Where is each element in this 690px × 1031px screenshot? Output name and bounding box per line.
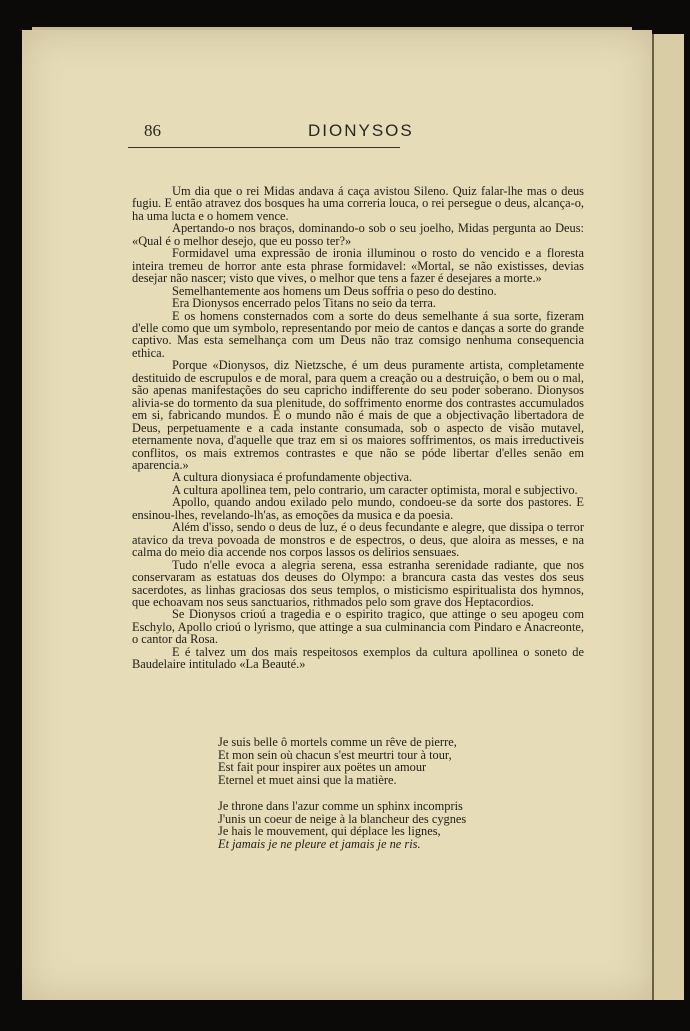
paragraph: Apertando-o nos braços, dominando-o sob o seu joelho, Midas pergunta ao Deus: «Qual é o melhor desejo, que eu posso ter?» [132,221,584,248]
adjacent-page-edge [652,34,684,1000]
paragraph: Era Dionysos encerrado pelos Titans no seio da terra. [172,296,436,311]
poem-line: Je hais le mouvement, qui déplace les lignes, [218,824,441,838]
page-number: 86 [144,121,161,140]
poem-line: Et jamais je ne pleure et jamais je ne ris. [218,836,421,851]
paragraph: Semelhantemente aos homens um Deus soffria o peso do destino. [172,283,497,298]
paragraph: Apollo, quando andou exilado pelo mundo, condoeu-se da sorte dos pastores. E ensinou-lhes, revelando-lh'as, as emoções da musica e da poesia. [132,495,584,522]
poem-line: Eternel et muet ainsi que la matière. [218,772,397,787]
paragraph: A cultura apollinea tem, pelo contrario, um caracter optimista, moral e subjectivo. [172,482,578,497]
paragraph: E é talvez um dos mais respeitosos exemplos da cultura apollinea o soneto de Baudelaire intitulado «La Beauté.» [132,644,584,672]
poem-line: Je throne dans l'azur comme un sphinx incompris [218,799,463,813]
paragraph: Um dia que o rei Midas andava á caça avistou Sileno. Quiz falar-lhe mas o deus fugiu. E então atravez dos bosques ha uma correria louca, o rei persegue o deus, alcança-o, ha uma lucta e o homem vence. [132,184,584,223]
paragraph: E os homens consternados com a sorte do deus semelhante á sua sorte, fizeram d'elle como que um symbolo, representando por meio de cantos e danças a sorte do grande captivo. Mas esta semelhança com um Deus não traz comsigo nenhuma consequencia ethica. [132,308,584,360]
paragraph: A cultura dionysiaca é profundamente objectiva. [172,470,413,485]
poem-line: Je suis belle ô mortels comme un rêve de pierre, [218,735,457,749]
poem-line: J'unis un coeur de neige à la blancheur des cygnes [218,811,467,826]
paragraph: Tudo n'elle evoca a alegria serena, essa estranha serenidade radiante, que nos conservaram as estatuas dos deuses do Olympo: a brancura casta das vestes dos seus sacerdotes, as linhas graciosas dos seus templos, o misticismo espiritualista dos hymnos, que echoavam nos seus sanctuarios, rithmados pelo som grave dos Heptacordios. [132,557,584,609]
header-rule [128,147,400,148]
paragraph: Formidavel uma expressão de ironia illuminou o rosto do vencido e a floresta inteira tremeu de horror ante esta phrase formidavel: «Mortal, se não existisses, devias desejar não nascer; visto que vives, o melhor que tens a fazer é desejares a morte.» [132,246,584,286]
running-head: DIONYSOS [308,121,414,140]
poem-stanza-2 [218,800,538,850]
paragraph: Além d'isso, sendo o deus de luz, é o deus fecundante e alegre, que dissipa o terror atavico da treva povoada de monstros e de espectros, o deus, que aloira as messes, e na calma do meio dia accende nos corpos lassos os delirios sensuaes. [132,520,584,560]
body-text [132,185,584,671]
paragraph: Se Dionysos crioú a tragedia e o espirito tragico, que attinge o seu apogeu com Eschylo, Apollo crioú o lyrismo, que attinge a sua culminancia com Pindaro e Anacreonte, o cantor da Rosa. [132,607,584,647]
paragraph: Porque «Dionysos, diz Nietzsche, é um deus puramente artista, completamente destituido de escrupulos e de moral, para quem a creação ou a destruição, o bem ou o mal, são apenas manifestações do seu capricho indifferente do seu poder soberano. Dionysos alivia-se do tormento da sua plenitude, do soffrimento enorme dos contrastes accumulados em si, fabricando mundos. E o mundo não é mais de que a objectivação libertadora de Deus, perpetuamente e a cada instante consumada, sob o aspecto de visão mutavel, eternamente nova, d'aquelle que traz em si os maiores soffrimentos, os mais irreductiveis conflitos, os mais extremos contrastes e que não se póde libertar d'elles senão em aparencia.» [132,358,584,472]
page-header [144,121,414,145]
poem-line: Est fait pour inspirer aux poëtes un amour [218,760,427,774]
poem-stanza-1 [218,736,538,786]
poem-line: Et mon sein où chacun s'est meurtri tour à tour, [218,747,452,762]
